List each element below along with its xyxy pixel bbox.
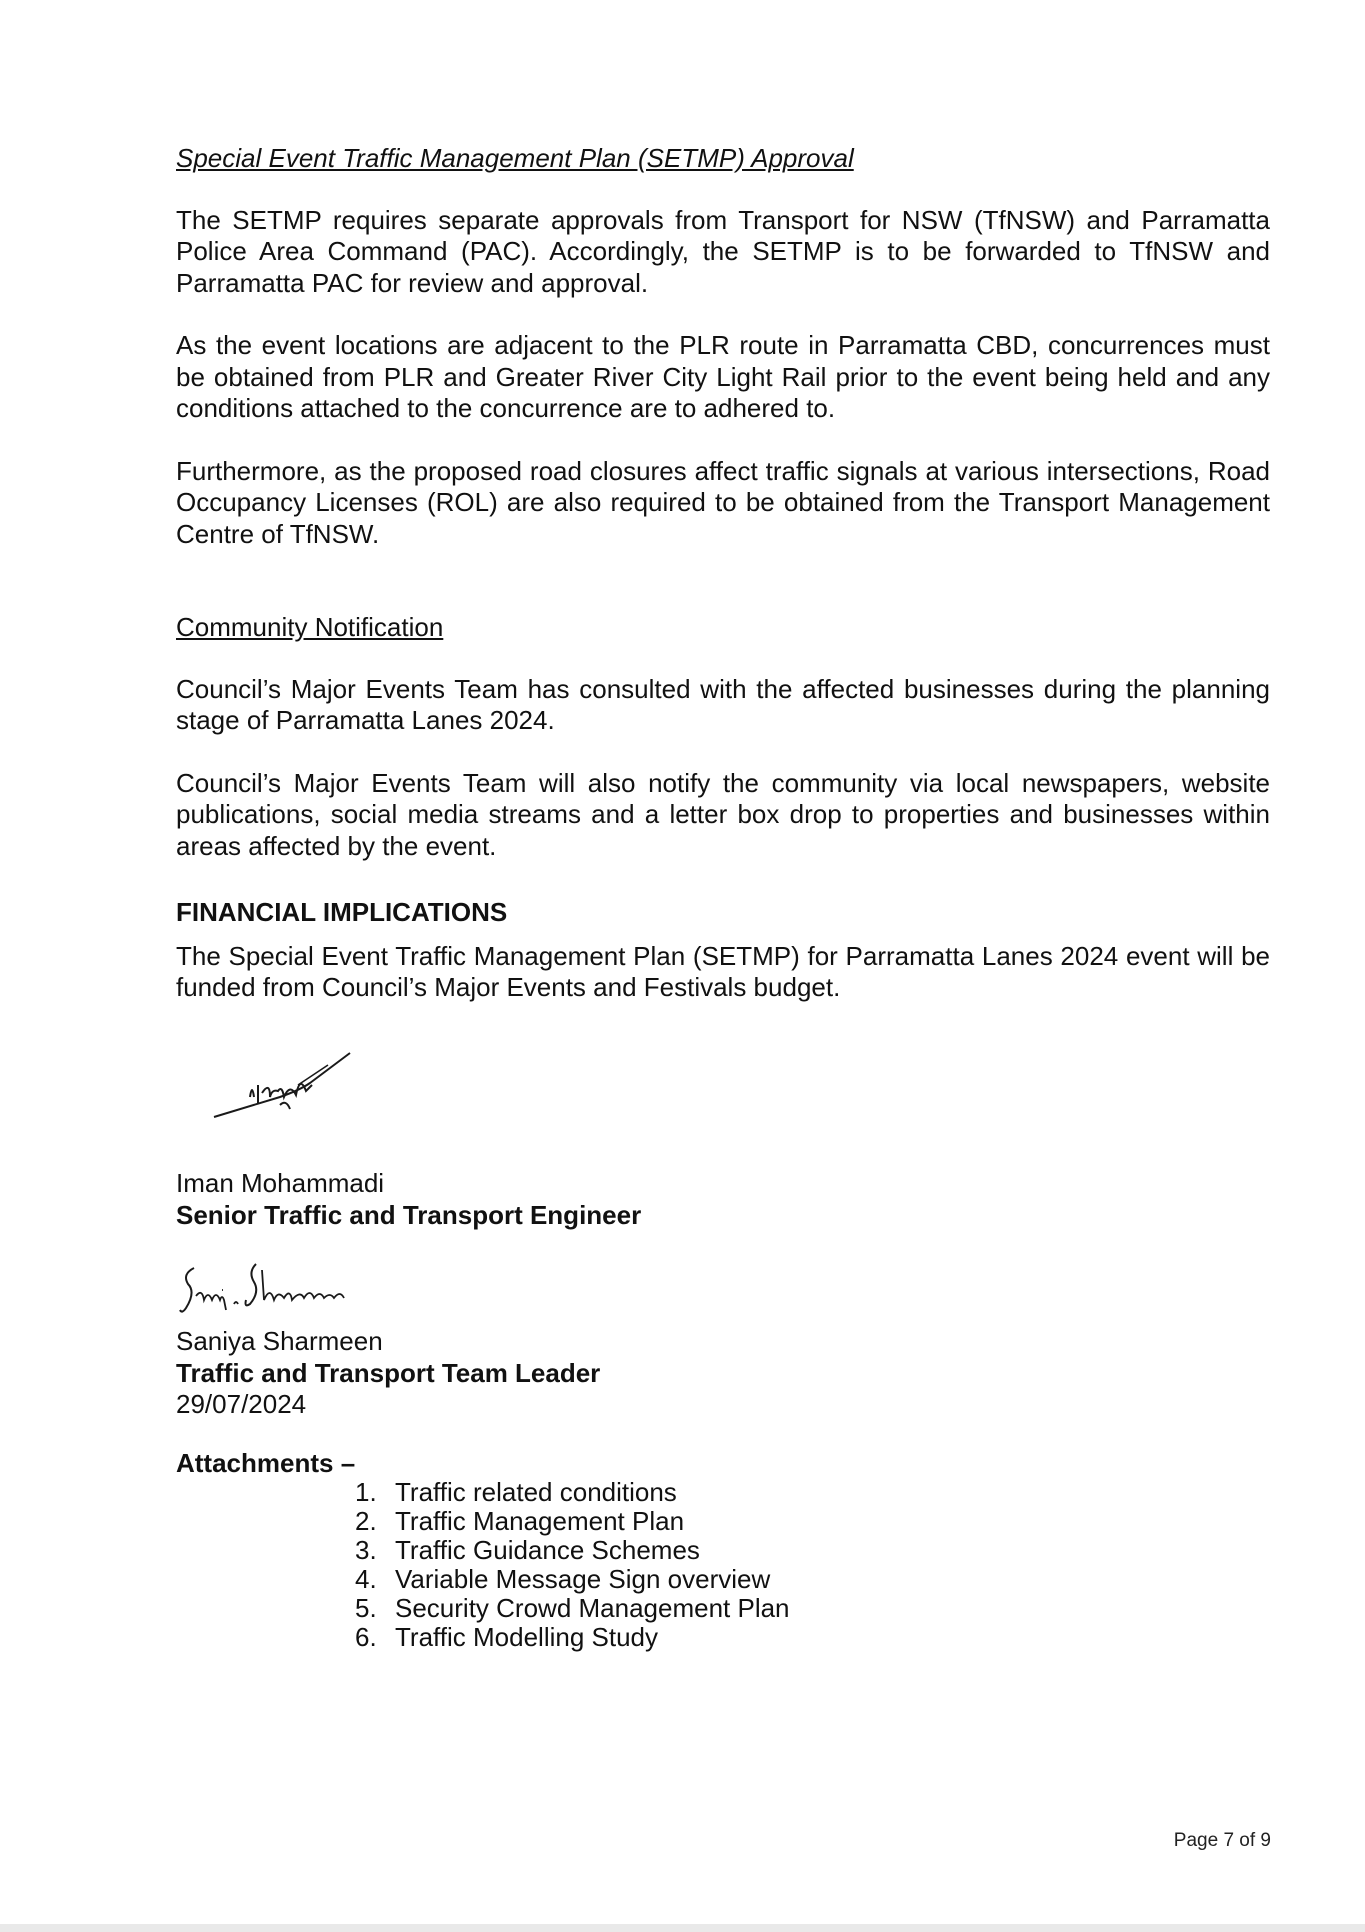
signatory-name-1: Iman Mohammadi xyxy=(176,1168,385,1198)
list-item-number: 4. xyxy=(355,1564,377,1594)
list-item xyxy=(355,1623,790,1652)
list-item-number: 2. xyxy=(355,1506,377,1536)
setmp-paragraph-2: As the event locations are adjacent to the PLR route in Parramatta CBD, concurrences must be obtained from PLR and Greater River City Light Rail prior to the event being held and any conditions attached to the concurrence are to adhered to. xyxy=(176,330,1270,423)
community-paragraph-2: Council’s Major Events Team will also notify the community via local newspapers, website publications, social media streams and a letter box drop to properties and businesses within areas affected by the event. xyxy=(176,767,1270,861)
signatory-date: 29/07/2024 xyxy=(176,1389,307,1419)
list-item-number: 1. xyxy=(355,1477,377,1507)
page-number: Page 7 of 9 xyxy=(1173,1830,1271,1851)
signatory-title-1: Senior Traffic and Transport Engineer xyxy=(176,1199,642,1230)
list-item-label: Variable Message Sign overview xyxy=(395,1564,771,1594)
list-item-label: Traffic Modelling Study xyxy=(395,1622,659,1652)
list-item-number: 5. xyxy=(355,1593,377,1623)
signatory-name-2: Saniya Sharmeen xyxy=(176,1326,383,1356)
setmp-paragraph-1: The SETMP requires separate approvals from Transport for NSW (TfNSW) and Parramatta Police Area Command (PAC). Accordingly, the SETMP is to be forwarded to TfNSW and Parramatta PAC for review and approval. xyxy=(176,204,1270,298)
list-item xyxy=(355,1594,790,1623)
community-paragraph-1: Council’s Major Events Team has consulted with the affected businesses during the planning stage of Parramatta Lanes 2024. xyxy=(176,673,1270,735)
community-heading: Community Notification xyxy=(176,612,444,642)
list-item xyxy=(355,1507,790,1536)
setmp-heading: Special Event Traffic Management Plan (SETMP) Approval xyxy=(176,143,854,173)
list-item-label: Traffic Management Plan xyxy=(395,1506,685,1536)
list-item-number: 6. xyxy=(355,1622,377,1652)
attachments-list xyxy=(355,1478,790,1652)
signatory-title-2: Traffic and Transport Team Leader xyxy=(176,1357,601,1388)
list-item xyxy=(355,1478,790,1507)
list-item-number: 3. xyxy=(355,1535,377,1565)
attachments-heading: Attachments – xyxy=(176,1448,356,1478)
list-item-label: Traffic related conditions xyxy=(395,1477,677,1507)
signatory-block-1 xyxy=(176,1168,641,1231)
setmp-paragraph-3: Furthermore, as the proposed road closures affect traffic signals at various intersections, Road Occupancy Licenses (ROL) are also required to be obtained from the Transport Management Centre of TfNSW. xyxy=(176,455,1270,549)
document-body xyxy=(176,143,1270,1004)
list-item xyxy=(355,1536,790,1565)
signatory-block-2 xyxy=(176,1326,600,1421)
signature-image-1 xyxy=(210,1045,360,1125)
list-item-label: Traffic Guidance Schemes xyxy=(395,1535,700,1565)
financial-heading: FINANCIAL IMPLICATIONS xyxy=(176,897,508,927)
list-item-label: Security Crowd Management Plan xyxy=(395,1593,790,1623)
signature-image-2 xyxy=(178,1260,398,1320)
financial-paragraph-1: The Special Event Traffic Management Plan (SETMP) for Parramatta Lanes 2024 event will be funded from Council’s Major Events and Festivals budget. xyxy=(176,940,1270,1002)
page-bottom-edge xyxy=(0,1924,1365,1932)
list-item xyxy=(355,1565,790,1594)
